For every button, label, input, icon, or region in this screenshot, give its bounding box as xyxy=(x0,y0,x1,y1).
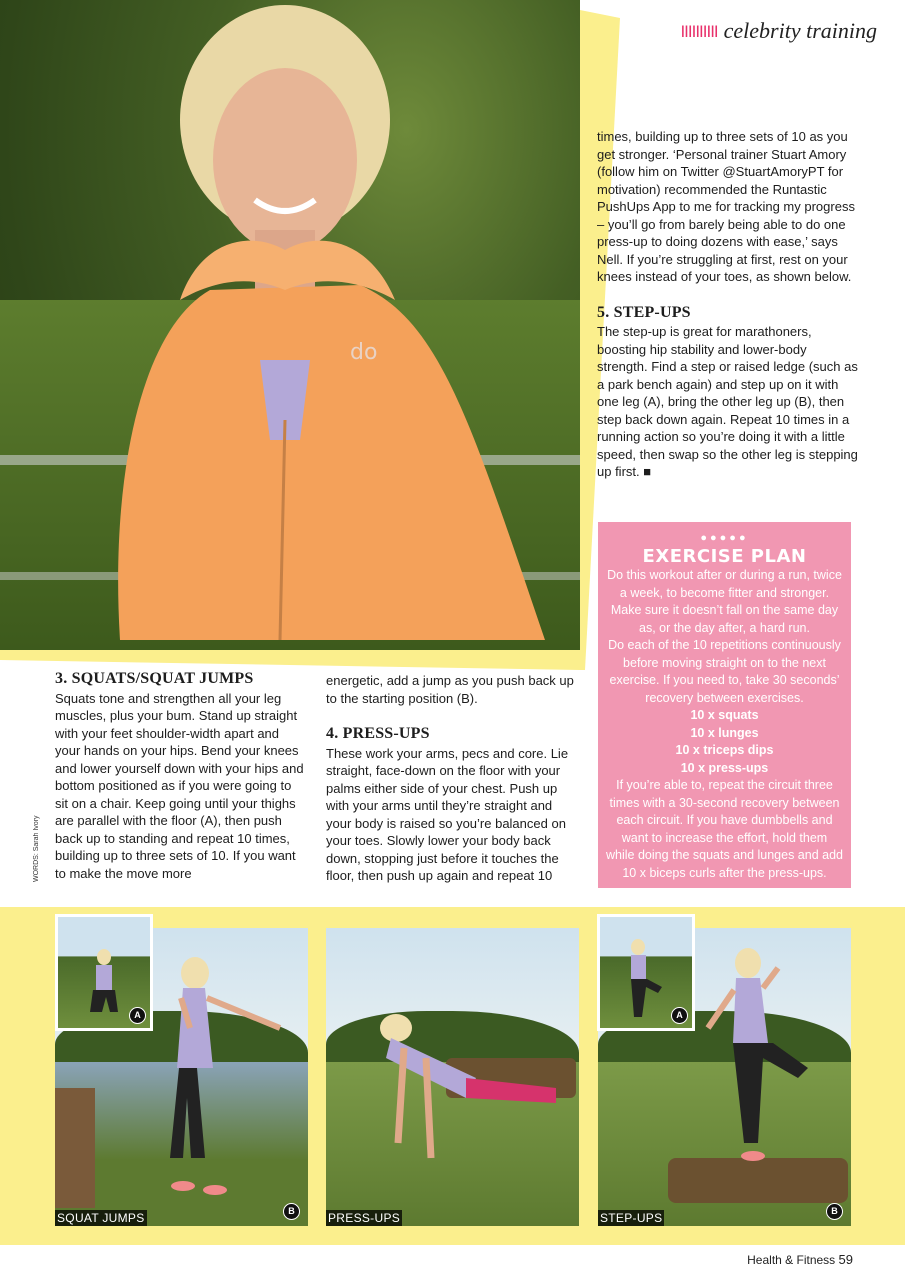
badge-a: A xyxy=(671,1007,688,1024)
step-ups-label: STEP-UPS xyxy=(600,1211,663,1225)
press-ups-label: PRESS-UPS xyxy=(328,1211,401,1225)
badge-b: B xyxy=(283,1203,300,1220)
press-ups-photo xyxy=(326,928,579,1226)
right-column xyxy=(597,128,859,481)
left-column xyxy=(55,670,307,882)
plan-instruction: Do each of the 10 repetitions continuously before moving straight on to the next exercise. If you need to, take 30 seconds’ recovery between exercises. xyxy=(608,638,841,705)
hero-photo xyxy=(0,0,580,650)
plan-item: 10 x triceps dips xyxy=(675,743,774,757)
jacket-logo: do xyxy=(350,340,378,365)
plan-title: EXERCISE PLAN xyxy=(642,545,807,567)
pressups-body: These work your arms, pecs and core. Lie straight, face-down on the floor with your palms either side of your chest. Push up with your arms until they’re straight and your body is raised so you’re balanced on your toes. Slowly lower your body back down, stopping just before it touches the floor, then push up again and repeat 10 xyxy=(326,745,569,883)
squats-heading: 3. SQUATS/SQUAT JUMPS xyxy=(55,670,254,687)
photo-credit: WORDS: Sarah Ivory xyxy=(33,815,40,882)
stepups-body: The step-up is great for marathoners, boosting hip stability and lower-body strength. Find a step or raised ledge (such as a park bench again) and step up on it with one leg (A), bring the other leg up (B), then step back down again. Repeat 10 times in a running action so you’re doing it with a little speed, then swap so the other leg is stepping up first. ■ xyxy=(597,324,858,479)
middle-column xyxy=(326,672,574,885)
plan-dots: ●●●●● xyxy=(700,532,749,544)
plan-item: 10 x squats xyxy=(690,708,759,722)
plan-item: 10 x lunges xyxy=(690,725,759,740)
magazine-name: Health & Fitness xyxy=(747,1253,836,1267)
step-inset-photo xyxy=(597,914,695,1031)
continued-text: times, building up to three sets of 10 as you get stronger. ‘Personal trainer Stuart Amory (follow him on Twitter @StuartAmoryPT for motivation) recommended the Runtastic PushUps App to me for tracking my progress – you’ll go from barely being able to do one press-up to doing dozens with ease,’ says Nell. If you’re struggling at first, rest on your knees instead of your toes, as shown below. xyxy=(597,129,855,284)
plan-item: 10 x press-ups xyxy=(680,760,769,775)
page-footer xyxy=(747,1252,853,1267)
exercise-plan-box xyxy=(598,522,851,888)
section-header xyxy=(680,18,877,44)
section-title: celebrity training xyxy=(723,18,877,43)
squat-inset-photo xyxy=(55,914,153,1031)
squats-continued: energetic, add a jump as you push back up to the starting position (B). xyxy=(326,673,574,706)
plan-intro: Do this workout after or during a run, twice a week, to become fitter and stronger. Make sure it doesn’t fall on the same day as, or the day after, a hard run. xyxy=(607,568,842,635)
badge-b: B xyxy=(826,1203,843,1220)
badge-a: A xyxy=(129,1007,146,1024)
squat-jumps-label: SQUAT JUMPS xyxy=(57,1211,145,1225)
header-bars: IIIIIIIIII xyxy=(680,21,718,41)
squats-body: Squats tone and strengthen all your leg muscles, plus your bum. Stand up straight with your feet shoulder-width apart and your hands on your hips. Bend your knees and lower yourself down with your hips and bottom positioned as if you were going to sit on a chair. Keep going until your thighs are parallel with the floor (A), then push back up to standing and repeat 10 times, building up to three sets of 10. If you want to make the move more xyxy=(55,690,304,881)
page-number: 59 xyxy=(838,1252,853,1267)
pressups-heading: 4. PRESS-UPS xyxy=(326,725,430,742)
plan-outro: If you’re able to, repeat the circuit three times with a 30-second recovery between each circuit. If you have dumbbells and want to increase the effort, hold them while doing the squats and lunges and add 10 x biceps curls after the press-ups. xyxy=(606,778,843,880)
stepups-heading: 5. STEP-UPS xyxy=(597,303,691,321)
